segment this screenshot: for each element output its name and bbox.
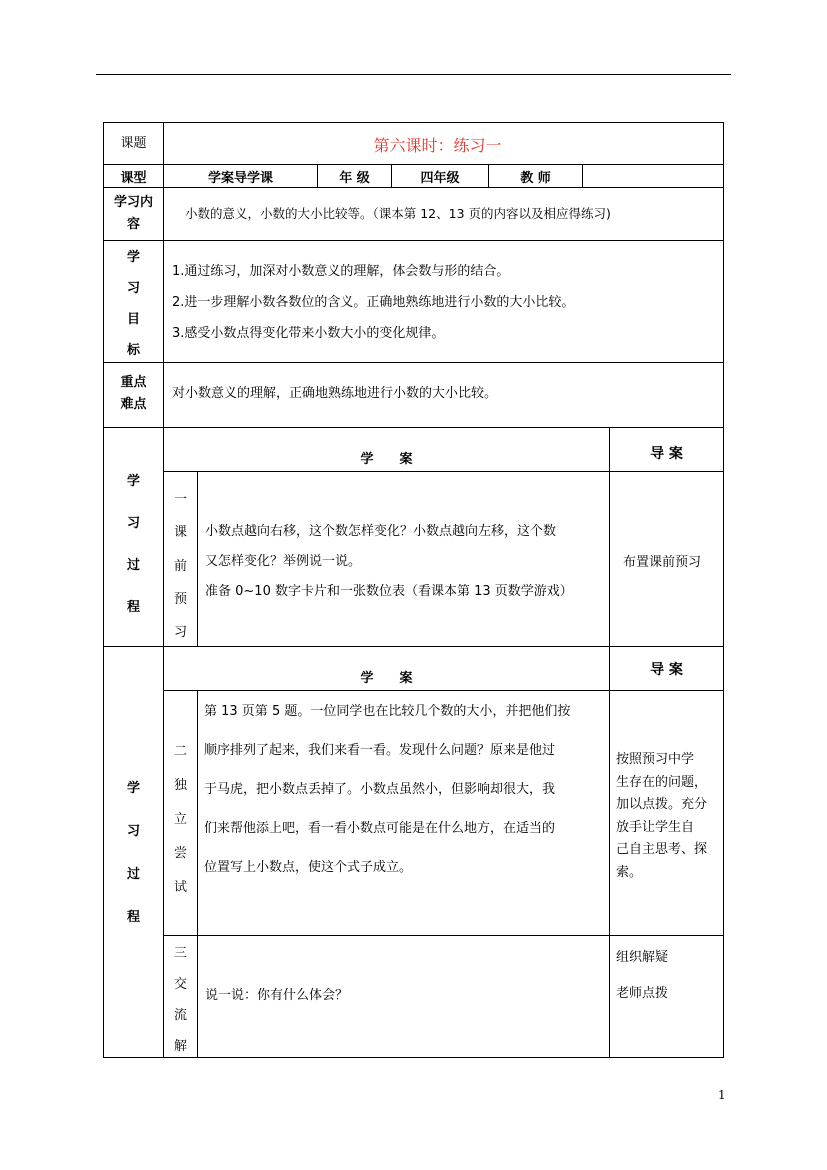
key-points-label: 重点 难点	[120, 375, 147, 412]
goals-label: 学 习 目 标	[126, 250, 140, 358]
teacher-value-cell	[583, 165, 723, 187]
section2-label: 二 独 立 尝 试	[173, 744, 187, 895]
section2-guide: 按照预习中学 生存在的问题， 加以点拨。充分 放手让学生自 己自主思考、探 索。	[616, 752, 708, 880]
grade-value: 四年级	[420, 170, 460, 186]
content-text: 小数的意义，小数的大小比较等。（课本第 12、13 页的内容以及相应得练习)	[185, 206, 611, 221]
process2-study-header: 学 案	[360, 671, 413, 686]
section3-guide-1: 组织解疑	[616, 950, 669, 965]
section1-guide: 布置课前预习	[623, 555, 702, 570]
section2-line-3: 于马虎，把小数点丢掉了。小数点虽然小，但影响却很大，我	[204, 782, 556, 797]
type-value: 学案导学课	[207, 170, 273, 186]
teacher-label-cell	[489, 165, 582, 187]
process1-label: 学 习 过 程	[126, 474, 140, 615]
header-rule	[96, 74, 731, 75]
grade-label: 年 级	[339, 170, 370, 186]
section3-label: 三 交 流 解	[173, 946, 187, 1054]
type-label: 课型	[120, 170, 147, 186]
process1-guide-header: 导 案	[650, 445, 683, 462]
section1-label: 一 课 前 预 习	[173, 492, 187, 640]
page-number: 1	[718, 1088, 726, 1102]
teacher-label: 教 师	[520, 170, 551, 186]
section1-line-1: 小数点越向右移，这个数怎样变化？小数点越向左移，这个数	[205, 524, 557, 539]
section2-line-2: 顺序排列了起来，我们来看一看。发现什么问题？原来是他过	[204, 743, 556, 758]
section2-line-4: 们来帮他添上吧，看一看小数点可能是在什么地方，在适当的	[204, 821, 556, 836]
type-value-cell	[164, 165, 317, 187]
grade-label-cell	[318, 165, 391, 187]
title-value-cell	[164, 123, 723, 164]
section2-line-5: 位置写上小数点，使这个式子成立。	[204, 860, 413, 875]
process2-guide-header: 导 案	[650, 661, 683, 678]
key-points-text: 对小数意义的理解，正确地熟练地进行小数的大小比较。	[172, 386, 498, 401]
process2-label: 学 习 过 程	[126, 781, 140, 925]
goal-item-1: 1.通过练习，加深对小数意义的理解，体会数与形的结合。	[172, 264, 510, 279]
content-label: 学习内 容	[113, 195, 153, 232]
goal-item-2: 2.进一步理解小数各数位的含义。正确地熟练地进行小数的大小比较。	[172, 295, 575, 310]
title-label: 课题	[120, 135, 147, 151]
section1-line-2: 又怎样变化？举例说一说。	[205, 554, 362, 569]
type-label-cell	[104, 165, 163, 187]
section3-text: 说一说：你有什么体会？	[205, 988, 349, 1003]
lesson-title: 第六课时：练习一	[373, 136, 502, 155]
section2-line-1: 第 13 页第 5 题。一位同学也在比较几个数的大小，并把他们按	[204, 704, 571, 719]
goal-item-3: 3.感受小数点得变化带来小数大小的变化规律。	[172, 326, 445, 341]
process1-study-header: 学 案	[360, 452, 413, 467]
title-label-cell	[104, 123, 163, 164]
grade-value-cell	[392, 165, 488, 187]
section3-guide-2: 老师点拨	[616, 986, 669, 1001]
section1-line-3: 准备 0~10 数字卡片和一张数位表（看课本第 13 页数学游戏）	[205, 584, 573, 599]
